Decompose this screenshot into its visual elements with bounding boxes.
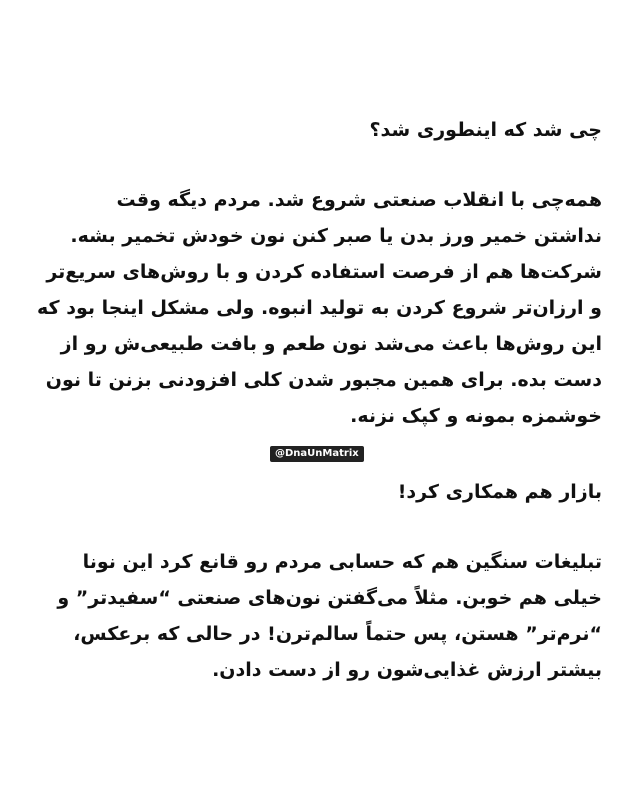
section-heading-2: بازار هم همکاری کرد!	[397, 481, 602, 503]
paragraph-2-line: خیلی هم خوبن. مثلاً می‌گفتن نون‌های صنعتی “سفیدتر” و	[57, 587, 602, 609]
paragraph-1-line: همه‌چی با انقلاب صنعتی شروع شد. مردم دیگه وقت	[116, 189, 602, 211]
paragraph-1-line: دست بده. برای همین مجبور شدن کلی افزودنی بزنن تا نون	[45, 369, 602, 391]
watermark-label: @DnaUnMatrix	[270, 446, 364, 462]
paragraph-1-line: و ارزان‌تر شروع کردن به تولید انبوه. ولی مشکل اینجا بود که	[37, 297, 602, 319]
section-heading-1: چی شد که اینطوری شد؟	[369, 119, 602, 141]
paragraph-2-line: بیشتر ارزش غذایی‌شون رو از دست دادن.	[212, 659, 602, 681]
paragraph-1-line: خوشمزه بمونه و کپک نزنه.	[350, 405, 602, 427]
paragraph-2-line: “نرم‌تر” هستن، پس حتماً سالم‌ترن! در حالی که برعکس،	[73, 623, 602, 645]
paragraph-1-line: نداشتن خمیر ورز بدن یا صبر کنن نون خودش تخمیر بشه.	[70, 225, 602, 247]
paragraph-1-line: شرکت‌ها هم از فرصت استفاده کردن و با روش‌های سریع‌تر	[46, 261, 602, 283]
paragraph-2-line: تبلیغات سنگین هم که حسابی مردم رو قانع کرد این نونا	[82, 551, 602, 573]
paragraph-1-line: این روش‌ها باعث می‌شد نون طعم و بافت طبیعی‌ش رو از	[60, 333, 602, 355]
